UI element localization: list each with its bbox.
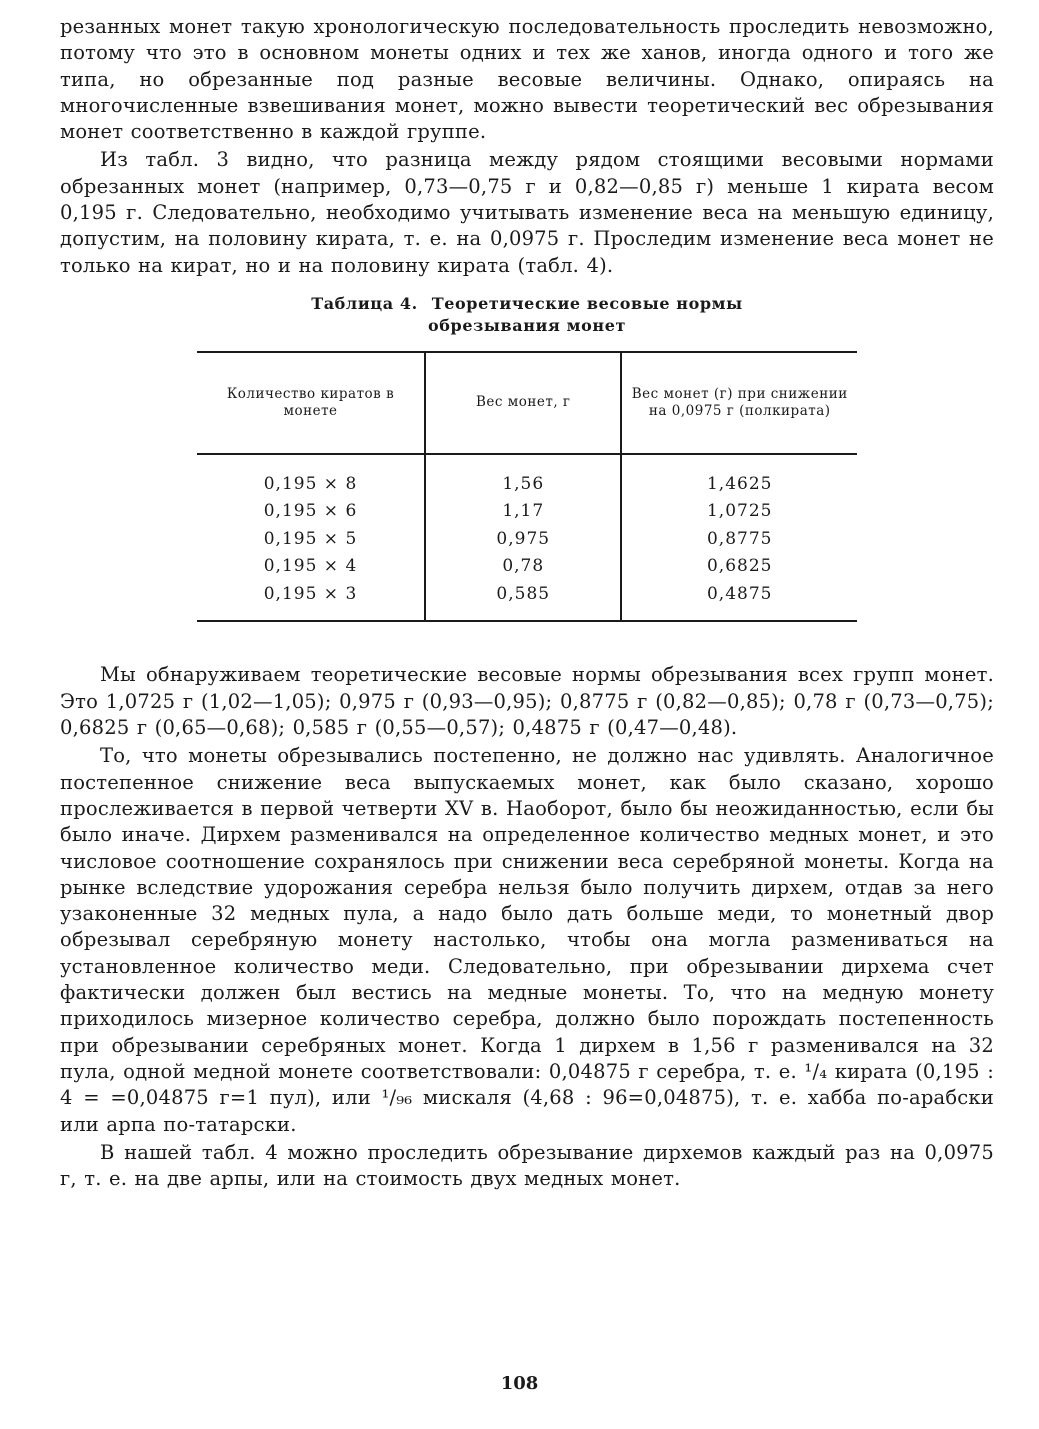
table-row (197, 454, 857, 499)
table-container (197, 351, 857, 623)
cell-reduced-weight: 1,0725 (621, 498, 857, 526)
cell-carats: 0,195 × 4 (263, 556, 358, 577)
paragraph-1: резанных монет такую хронологическую последовательность проследить невозможно, потому что это в основном монеты одних и тех же ханов, иногда одного и того же типа, но обрезанные под разные весовые величины. Однако, опираясь на многочисленные взвешивания монет, можно вывести теоретический вес обрезывания монет соответственно в каждой группе. (60, 15, 994, 144)
paragraph-5: В нашей табл. 4 можно проследить обрезывание дирхемов каждый раз на 0,0975 г, т. е. на две арпы, или на стоимость двух медных монет. (60, 1140, 994, 1191)
header-weight: Вес монет, г (425, 352, 621, 454)
cell-weight: 1,17 (425, 498, 621, 526)
paragraph-4: То, что монеты обрезывались постепенно, не должно нас удивлять. Аналогичное постепенное снижение веса выпускаемых монет, как было сказано, хорошо прослеживается в первой четверти XV в. Наоборот, было бы неожиданностью, если бы было иначе. Дирхем разменивался на определенное количество медных монет, и это числовое соотношение сохранялось при снижении веса серебряной монеты. Когда на рынке вследствие удорожания серебра нельзя было получить дирхем, отдав за него узаконенные 32 медных пула, а надо было дать больше меди, то монетный двор обрезывал серебряную монету настолько, чтобы она могла размениваться на установленное количество меди. Следовательно, при обрезывании дирхема счет фактически должен был вестись на медные монеты. То, что на медную монету приходилось мизерное количество серебра, должно было порождать постепенность при обрезывании серебряных монет. Когда 1 дирхем в 1,56 г разменивался на 32 пула, одной медной монете соответствовали: 0,04875 г серебра, т. е. ¹/₄ кирата (0,195 : 4 = =0,04875 г=1 пул), или ¹/₉₆ мискаля (4,68 : 96=0,04875), т. е. хабба по-арабски или арпа по-татарски. (60, 744, 994, 1136)
table-row (197, 526, 857, 554)
header-reduced-weight: Вес монет (г) при снижении на 0,0975 г (полкирата) (621, 352, 857, 454)
table-title-line-1: Теоретические весовые нормы (431, 293, 743, 313)
paragraph-3: Мы обнаруживаем теоретические весовые нормы обрезывания всех групп монет. Это 1,0725 г (1,02—1,05); 0,975 г (0,93—0,95); 0,8775 г (0,82—0,85); 0,78 г (0,73—0,75); 0,6825 г (0,65—0,68); 0,585 г (0,55—0,57); 0,4875 г (0,47—0,48). (60, 663, 994, 740)
cell-weight: 0,975 (425, 526, 621, 554)
cell-carats: 0,195 × 5 (263, 528, 358, 549)
page-body (60, 14, 994, 1192)
cell-weight: 1,56 (425, 454, 621, 499)
cell-reduced-weight: 1,4625 (621, 454, 857, 499)
cell-reduced-weight: 0,6825 (621, 553, 857, 581)
cell-reduced-weight: 0,8775 (621, 526, 857, 554)
table-caption (60, 293, 994, 337)
table-header-row (197, 352, 857, 454)
table-label: Таблица 4. (311, 293, 418, 313)
table-row (197, 553, 857, 581)
paragraph-2: Из табл. 3 видно, что разница между рядом стоящими весовыми нормами обрезанных монет (например, 0,73—0,75 г и 0,82—0,85 г) меньше 1 кирата весом 0,195 г. Следовательно, необходимо учитывать изменение веса на меньшую единицу, допустим, на половину кирата, т. е. на 0,0975 г. Проследим изменение веса монет не только на кират, но и на половину кирата (табл. 4). (60, 148, 994, 277)
weight-norms-table (197, 351, 857, 623)
cell-carats: 0,195 × 8 (263, 473, 358, 494)
table-row (197, 498, 857, 526)
table-row (197, 581, 857, 622)
cell-carats: 0,195 × 6 (263, 501, 358, 522)
header-carats: Количество киратов в монете (197, 352, 425, 454)
table-title-line-2: обрезывания монет (428, 315, 626, 335)
cell-carats: 0,195 × 3 (197, 581, 425, 622)
cell-reduced-weight: 0,4875 (621, 581, 857, 622)
cell-weight: 0,585 (425, 581, 621, 622)
page-number: 108 (500, 1373, 539, 1394)
cell-weight: 0,78 (425, 553, 621, 581)
